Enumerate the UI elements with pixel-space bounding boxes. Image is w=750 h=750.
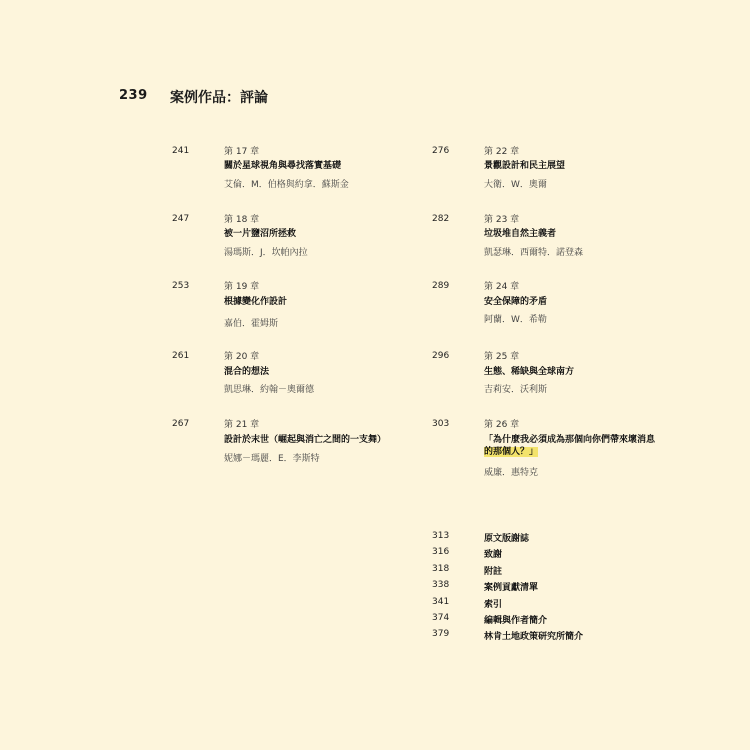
chapter-number: 第 26 章	[484, 420, 520, 430]
chapter-number: 第 18 章	[224, 215, 260, 225]
chapter-page-number: 289	[432, 281, 450, 291]
chapter-title: 生態、稀缺與全球南方	[484, 367, 575, 377]
chapter-page-number: 253	[172, 281, 190, 291]
back-matter-page-number: 374	[432, 613, 450, 623]
chapter-title: 關於星球視角與尋找落實基礎	[224, 161, 342, 171]
back-matter-page-number: 379	[432, 629, 450, 639]
chapter-number: 第 24 章	[484, 282, 520, 292]
chapter-page-number: 241	[172, 146, 190, 156]
chapter-number: 第 25 章	[484, 352, 520, 362]
chapter-author: 嘉伯．霍姆斯	[224, 319, 279, 329]
chapter-author: 吉莉安．沃利斯	[484, 385, 548, 395]
chapter-title: 安全保障的矛盾	[484, 297, 548, 307]
chapter-title: 垃圾堆自然主義者	[484, 229, 557, 239]
chapter-page-number: 247	[172, 214, 190, 224]
chapter-title-line: 「為什麼我必須成為那個向你們帶來壞消息	[484, 435, 656, 445]
chapter-author: 艾倫．M．伯格與約拿．蘇斯金	[224, 180, 349, 190]
chapter-page-number: 296	[432, 351, 450, 361]
chapter-number: 第 20 章	[224, 352, 260, 362]
chapter-title: 混合的想法	[224, 367, 270, 377]
chapter-number: 第 19 章	[224, 282, 260, 292]
chapter-number: 第 22 章	[484, 147, 520, 157]
chapter-title: 景觀設計和民主展望	[484, 161, 566, 171]
chapter-author: 阿蘭．W．希勒	[484, 315, 547, 325]
chapter-author: 妮娜－瑪麗．E．李斯特	[224, 454, 320, 464]
section-page-number: 239	[119, 88, 148, 103]
back-matter-title: 索引	[484, 600, 503, 610]
chapter-title-line-highlighted: 的那個人？」	[484, 447, 539, 457]
chapter-title: 根據變化作設計	[224, 297, 288, 307]
chapter-title: 被一片鹽沼所拯救	[224, 229, 297, 239]
chapter-page-number: 261	[172, 351, 190, 361]
back-matter-page-number: 318	[432, 564, 450, 574]
chapter-number: 第 21 章	[224, 420, 260, 430]
chapter-author: 大衛．W．奧爾	[484, 180, 547, 190]
chapter-page-number: 282	[432, 214, 450, 224]
chapter-page-number: 303	[432, 419, 450, 429]
chapter-author: 凱瑟琳．西爾特．諾登森	[484, 248, 584, 258]
back-matter-title: 附註	[484, 567, 503, 577]
chapter-author: 凱思琳．約翰－奧爾德	[224, 385, 315, 395]
back-matter-title: 案例貢獻清單	[484, 583, 539, 593]
chapter-number: 第 23 章	[484, 215, 520, 225]
chapter-number: 第 17 章	[224, 147, 260, 157]
back-matter-title: 原文版謝誌	[484, 534, 530, 544]
back-matter-page-number: 341	[432, 597, 450, 607]
chapter-title: 設計於末世（崛起與消亡之間的一支舞）	[224, 435, 387, 445]
back-matter-title: 林肯土地政策研究所簡介	[484, 632, 584, 642]
chapter-page-number: 276	[432, 146, 450, 156]
section-title: 案例作品：評論	[170, 90, 268, 106]
back-matter-page-number: 338	[432, 580, 450, 590]
chapter-page-number: 267	[172, 419, 190, 429]
back-matter-page-number: 313	[432, 531, 450, 541]
chapter-author: 威廉．惠特克	[484, 468, 539, 478]
chapter-author: 湯瑪斯．J．坎帕內拉	[224, 248, 308, 258]
chapter-title	[484, 434, 655, 458]
back-matter-page-number: 316	[432, 547, 450, 557]
back-matter-title: 編輯與作者簡介	[484, 616, 548, 626]
back-matter-title: 致謝	[484, 550, 503, 560]
